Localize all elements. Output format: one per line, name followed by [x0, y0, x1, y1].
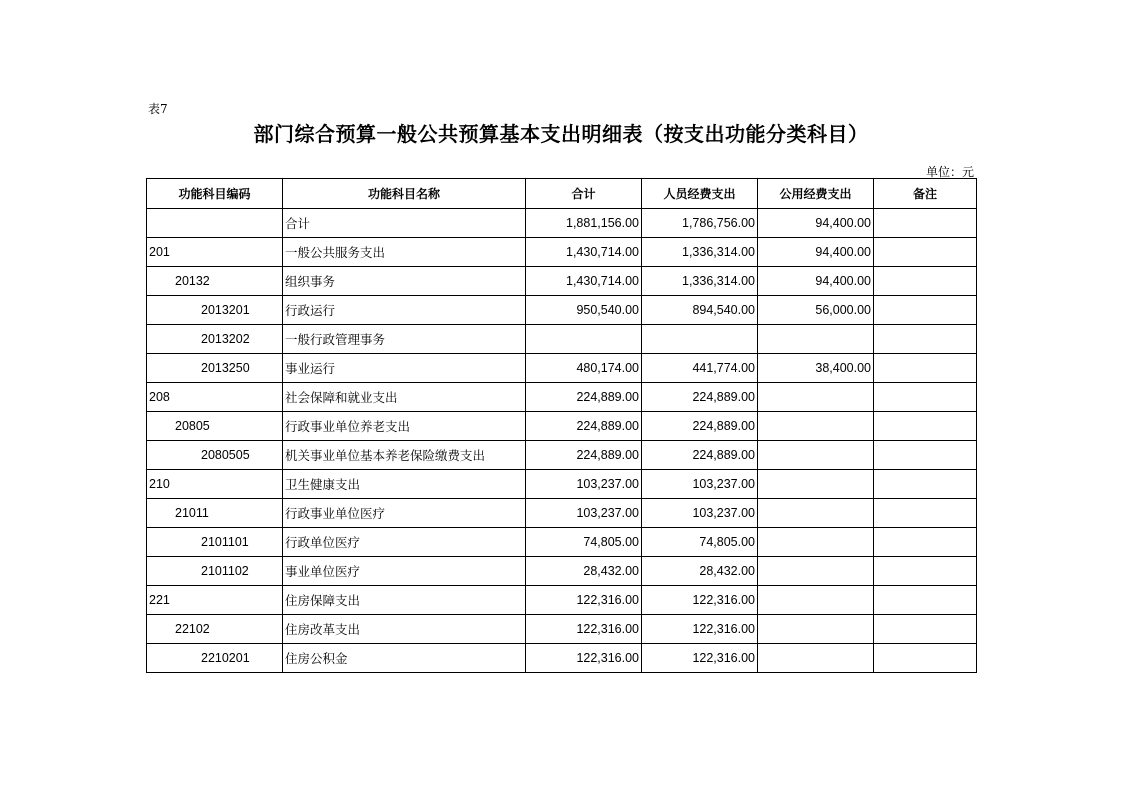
cell-public — [758, 644, 874, 673]
cell-name: 住房保障支出 — [283, 586, 526, 615]
header-code: 功能科目编码 — [147, 179, 283, 209]
table-row — [147, 644, 977, 673]
cell-note — [874, 499, 977, 528]
cell-total: 224,889.00 — [526, 383, 642, 412]
cell-personnel: 74,805.00 — [642, 528, 758, 557]
cell-note — [874, 267, 977, 296]
cell-personnel: 103,237.00 — [642, 499, 758, 528]
cell-name: 住房公积金 — [283, 644, 526, 673]
cell-personnel: 1,336,314.00 — [642, 238, 758, 267]
cell-code: 2210201 — [147, 644, 283, 673]
cell-public: 94,400.00 — [758, 209, 874, 238]
cell-total: 103,237.00 — [526, 499, 642, 528]
cell-name: 行政单位医疗 — [283, 528, 526, 557]
cell-total: 103,237.00 — [526, 470, 642, 499]
cell-name: 机关事业单位基本养老保险缴费支出 — [283, 441, 526, 470]
cell-name: 行政运行 — [283, 296, 526, 325]
table-number: 表7 — [148, 102, 168, 116]
table-row — [147, 412, 977, 441]
cell-personnel: 103,237.00 — [642, 470, 758, 499]
cell-total: 224,889.00 — [526, 412, 642, 441]
cell-total: 74,805.00 — [526, 528, 642, 557]
cell-public — [758, 412, 874, 441]
cell-name: 一般行政管理事务 — [283, 325, 526, 354]
table-row — [147, 238, 977, 267]
cell-public — [758, 557, 874, 586]
cell-code: 22102 — [147, 615, 283, 644]
cell-personnel: 224,889.00 — [642, 441, 758, 470]
header-note: 备注 — [874, 179, 977, 209]
header-name: 功能科目名称 — [283, 179, 526, 209]
cell-note — [874, 528, 977, 557]
cell-note — [874, 354, 977, 383]
cell-name: 社会保障和就业支出 — [283, 383, 526, 412]
cell-personnel: 894,540.00 — [642, 296, 758, 325]
cell-code: 208 — [147, 383, 283, 412]
cell-total: 480,174.00 — [526, 354, 642, 383]
cell-personnel: 122,316.00 — [642, 586, 758, 615]
unit-label: 单位：元 — [925, 165, 974, 179]
cell-code: 2013202 — [147, 325, 283, 354]
cell-public — [758, 528, 874, 557]
cell-public — [758, 586, 874, 615]
cell-note — [874, 238, 977, 267]
table-row — [147, 528, 977, 557]
cell-personnel: 224,889.00 — [642, 383, 758, 412]
cell-code: 2013201 — [147, 296, 283, 325]
cell-code: 21011 — [147, 499, 283, 528]
cell-name: 卫生健康支出 — [283, 470, 526, 499]
cell-note — [874, 325, 977, 354]
cell-code: 201 — [147, 238, 283, 267]
table-row — [147, 470, 977, 499]
table-row — [147, 383, 977, 412]
cell-public: 56,000.00 — [758, 296, 874, 325]
cell-public — [758, 499, 874, 528]
cell-public — [758, 470, 874, 499]
cell-note — [874, 441, 977, 470]
table-row — [147, 296, 977, 325]
cell-total: 950,540.00 — [526, 296, 642, 325]
cell-name: 事业运行 — [283, 354, 526, 383]
cell-code: 221 — [147, 586, 283, 615]
cell-code: 210 — [147, 470, 283, 499]
cell-code: 20805 — [147, 412, 283, 441]
cell-total: 122,316.00 — [526, 615, 642, 644]
cell-name: 合计 — [283, 209, 526, 238]
table-row — [147, 441, 977, 470]
cell-name: 事业单位医疗 — [283, 557, 526, 586]
table-row — [147, 267, 977, 296]
budget-table — [146, 178, 977, 673]
cell-personnel: 1,336,314.00 — [642, 267, 758, 296]
cell-public: 94,400.00 — [758, 238, 874, 267]
cell-note — [874, 209, 977, 238]
cell-personnel: 224,889.00 — [642, 412, 758, 441]
table-row — [147, 354, 977, 383]
cell-note — [874, 586, 977, 615]
cell-public: 94,400.00 — [758, 267, 874, 296]
cell-total: 28,432.00 — [526, 557, 642, 586]
cell-name: 行政事业单位医疗 — [283, 499, 526, 528]
cell-total: 1,430,714.00 — [526, 238, 642, 267]
cell-note — [874, 615, 977, 644]
table-row — [147, 325, 977, 354]
header-public: 公用经费支出 — [758, 179, 874, 209]
cell-name: 行政事业单位养老支出 — [283, 412, 526, 441]
cell-total: 224,889.00 — [526, 441, 642, 470]
table-header-row — [147, 179, 977, 209]
cell-name: 组织事务 — [283, 267, 526, 296]
cell-code: 20132 — [147, 267, 283, 296]
table-row — [147, 586, 977, 615]
cell-personnel: 28,432.00 — [642, 557, 758, 586]
cell-note — [874, 557, 977, 586]
table-row — [147, 557, 977, 586]
cell-note — [874, 296, 977, 325]
cell-name: 住房改革支出 — [283, 615, 526, 644]
cell-total: 122,316.00 — [526, 586, 642, 615]
cell-code: 2101101 — [147, 528, 283, 557]
cell-public — [758, 615, 874, 644]
header-total: 合计 — [526, 179, 642, 209]
cell-total: 1,881,156.00 — [526, 209, 642, 238]
cell-personnel: 122,316.00 — [642, 644, 758, 673]
cell-code: 2080505 — [147, 441, 283, 470]
cell-public: 38,400.00 — [758, 354, 874, 383]
cell-note — [874, 644, 977, 673]
cell-total: 1,430,714.00 — [526, 267, 642, 296]
cell-note — [874, 383, 977, 412]
header-personnel: 人员经费支出 — [642, 179, 758, 209]
cell-personnel: 441,774.00 — [642, 354, 758, 383]
page-title: 部门综合预算一般公共预算基本支出明细表（按支出功能分类科目） — [253, 122, 869, 146]
table-row — [147, 209, 977, 238]
cell-public — [758, 383, 874, 412]
cell-personnel — [642, 325, 758, 354]
cell-code: 2101102 — [147, 557, 283, 586]
table-row — [147, 499, 977, 528]
cell-note — [874, 412, 977, 441]
table-row — [147, 615, 977, 644]
cell-code — [147, 209, 283, 238]
cell-public — [758, 441, 874, 470]
cell-name: 一般公共服务支出 — [283, 238, 526, 267]
cell-code: 2013250 — [147, 354, 283, 383]
cell-note — [874, 470, 977, 499]
cell-public — [758, 325, 874, 354]
cell-total — [526, 325, 642, 354]
cell-total: 122,316.00 — [526, 644, 642, 673]
table-body — [147, 209, 977, 673]
cell-personnel: 122,316.00 — [642, 615, 758, 644]
cell-personnel: 1,786,756.00 — [642, 209, 758, 238]
